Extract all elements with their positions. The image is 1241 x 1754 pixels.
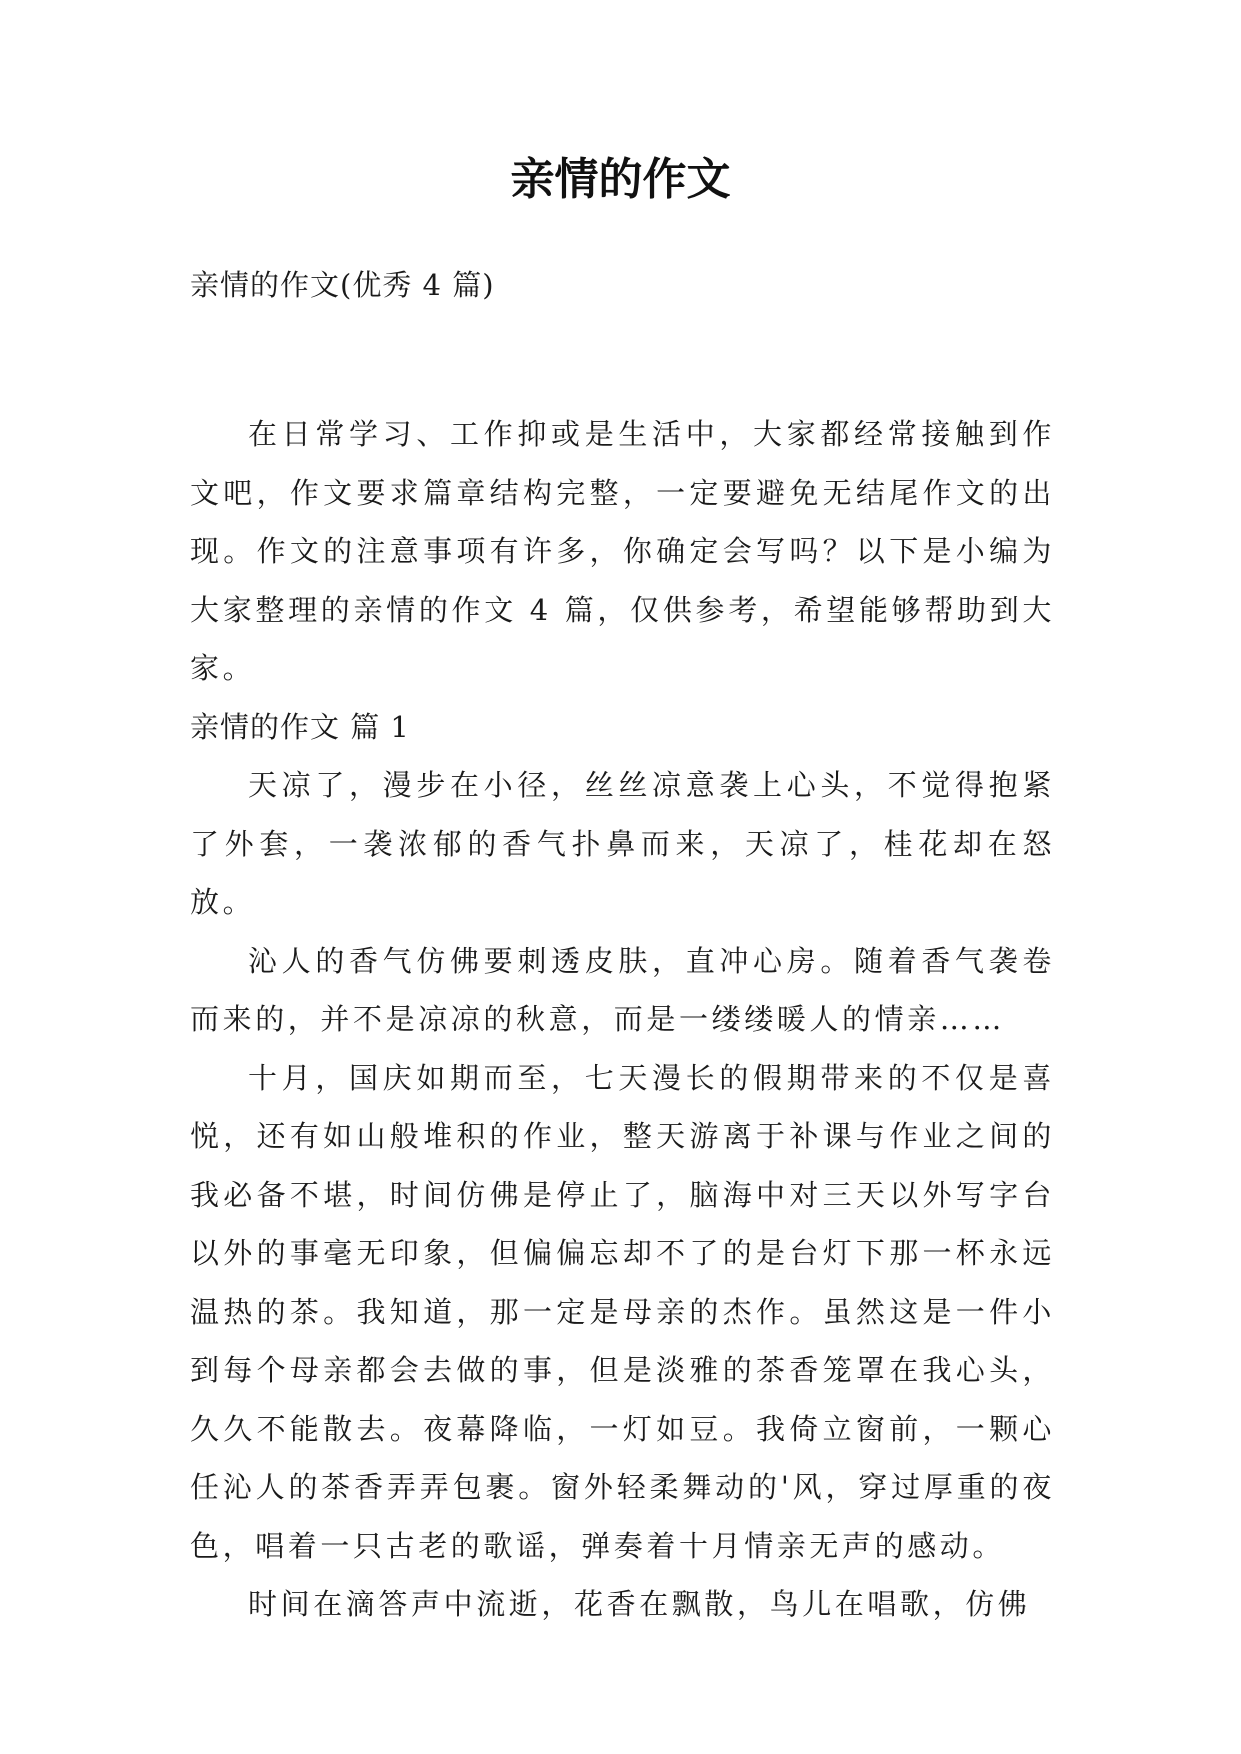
document-title: 亲情的作文 <box>510 154 731 205</box>
body-paragraph: 天凉了，漫步在小径，丝丝凉意袭上心头，不觉得抱紧了外套，一袭浓郁的香气扑鼻而来，天凉了，桂花却在怒放。 <box>190 768 1055 919</box>
section-heading: 亲情的作文 篇 1 <box>190 709 410 744</box>
document-body <box>190 405 1055 1634</box>
body-paragraph: 时间在滴答声中流逝，花香在飘散，鸟儿在唱歌，仿佛 <box>248 1587 1031 1621</box>
document-subtitle: 亲情的作文(优秀 4 篇) <box>190 268 495 302</box>
body-paragraph: 沁人的香气仿佛要刺透皮肤，直冲心房。随着香气袭卷而来的，并不是凉凉的秋意，而是一缕缕暖人的情亲…… <box>190 943 1055 1036</box>
intro-paragraph: 在日常学习、工作抑或是生活中，大家都经常接触到作文吧，作文要求篇章结构完整，一定要避免无结尾作文的出现。作文的注意事项有许多，你确定会写吗？以下是小编为大家整理的亲情的作文 4 篇，仅供参考，希望能够帮助到大家。 <box>190 417 1055 685</box>
body-paragraph: 十月，国庆如期而至，七天漫长的假期带来的不仅是喜悦，还有如山般堆积的作业，整天游离于补课与作业之间的我必备不堪，时间仿佛是停止了，脑海中对三天以外写字台以外的事毫无印象，但偏偏忘却不了的是台灯下那一杯永远温热的茶。我知道，那一定是母亲的杰作。虽然这是一件小到每个母亲都会去做的事，但是淡雅的茶香笼罩在我心头，久久不能散去。夜幕降临，一灯如豆。我倚立窗前，一颗心任沁人的茶香弄弄包裹。窗外轻柔舞动的'风，穿过厚重的夜色，唱着一只古老的歌谣，弹奏着十月情亲无声的感动。 <box>190 1060 1055 1563</box>
